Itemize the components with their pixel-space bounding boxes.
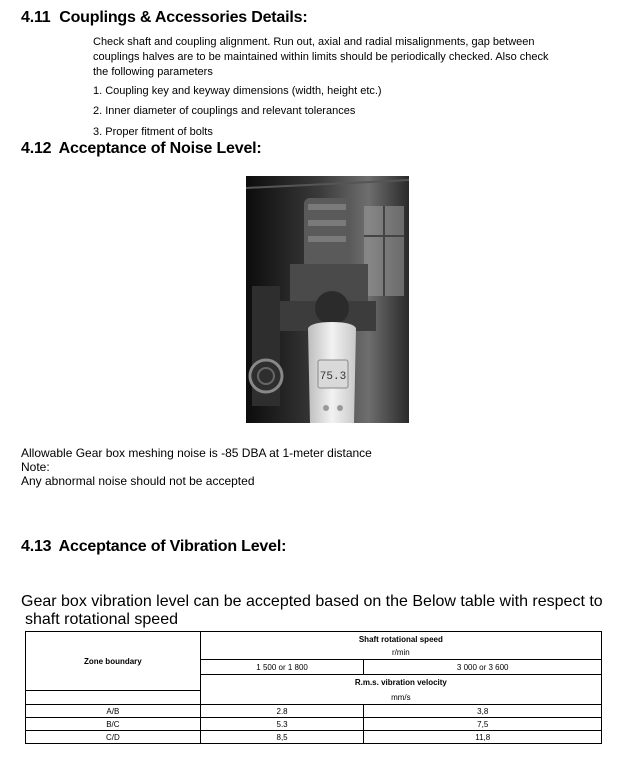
value-cell: 3,8 bbox=[364, 705, 602, 718]
value-cell: 7,5 bbox=[364, 718, 602, 731]
velocity-unit: mm/s bbox=[200, 691, 601, 705]
section-4-11-heading bbox=[21, 9, 307, 27]
sound-level-meter-photo bbox=[246, 176, 409, 423]
section-4-13-heading bbox=[21, 538, 286, 556]
meter-reading: 75.3 bbox=[319, 371, 347, 383]
value-cell: 8,5 bbox=[200, 731, 364, 744]
paragraph-line: the following parameters bbox=[93, 66, 213, 78]
value-cell: 11,8 bbox=[364, 731, 602, 744]
section-number: 4.13 bbox=[21, 538, 52, 555]
vibration-intro-line: Gear box vibration level can be accepted based on the Below table with respect to bbox=[21, 593, 603, 610]
section-title: Acceptance of Noise Level: bbox=[58, 140, 262, 157]
speed-unit: r/min bbox=[200, 647, 601, 660]
zone-cell: B/C bbox=[26, 718, 201, 731]
parameter-list-item: 3. Proper fitment of bolts bbox=[93, 126, 213, 138]
zone-cell: A/B bbox=[26, 705, 201, 718]
speed-column-header: 3 000 or 3 600 bbox=[364, 660, 602, 675]
velocity-header: R.m.s. vibration velocity bbox=[200, 675, 601, 691]
spacer-cell bbox=[26, 691, 201, 705]
section-number: 4.11 bbox=[21, 9, 51, 26]
paragraph-line: Check shaft and coupling alignment. Run out, axial and radial misalignments, gap between bbox=[93, 36, 535, 48]
vibration-table bbox=[25, 631, 602, 744]
parameter-list-item: 2. Inner diameter of couplings and relevant tolerances bbox=[93, 105, 356, 117]
zone-boundary-header: Zone boundary bbox=[26, 632, 201, 691]
coupling-paragraph bbox=[93, 35, 613, 80]
note-label: Note: bbox=[21, 460, 50, 474]
zone-cell: C/D bbox=[26, 731, 201, 744]
speed-header: Shaft rotational speed bbox=[200, 632, 601, 647]
section-number: 4.12 bbox=[21, 140, 52, 157]
section-title: Couplings & Accessories Details: bbox=[59, 9, 308, 26]
paragraph-line: couplings halves are to be maintained within limits should be periodically checked. Also check bbox=[93, 51, 549, 63]
note-text: Any abnormal noise should not be accepted bbox=[21, 474, 255, 488]
value-cell: 5.3 bbox=[200, 718, 364, 731]
allowable-noise-text: Allowable Gear box meshing noise is -85 DBA at 1-meter distance bbox=[21, 446, 372, 460]
speed-column-header: 1 500 or 1 800 bbox=[200, 660, 364, 675]
section-4-12-heading bbox=[21, 140, 262, 158]
section-title: Acceptance of Vibration Level: bbox=[58, 538, 287, 555]
vibration-intro-line: shaft rotational speed bbox=[25, 611, 178, 628]
parameter-list-item: 1. Coupling key and keyway dimensions (width, height etc.) bbox=[93, 85, 382, 97]
value-cell: 2.8 bbox=[200, 705, 364, 718]
